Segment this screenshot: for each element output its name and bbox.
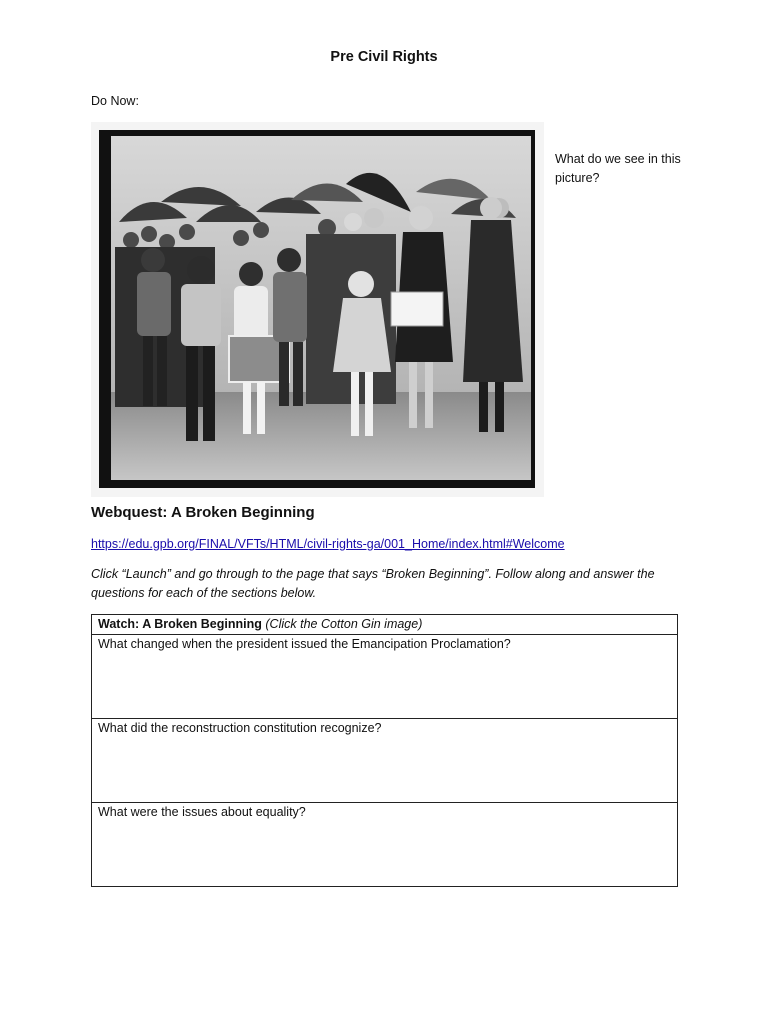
question-cell-3[interactable]: What were the issues about equality? (92, 803, 678, 887)
table-header-title: Watch: A Broken Beginning (98, 617, 262, 631)
question-cell-2[interactable]: What did the reconstruction constitution recognize? (92, 719, 678, 803)
table-header-note: (Click the Cotton Gin image) (265, 617, 423, 631)
webquest-heading: Webquest: A Broken Beginning (91, 504, 315, 521)
do-now-label: Do Now: (91, 94, 139, 108)
table-header-row (92, 615, 678, 635)
historical-photo (91, 122, 544, 497)
webquest-link[interactable]: https://edu.gpb.org/FINAL/VFTs/HTML/civil-rights-ga/001_Home/index.html#Welcome (91, 537, 565, 551)
table-header-cell (92, 615, 678, 635)
picture-question: What do we see in this picture? (555, 152, 681, 185)
webquest-instructions: Click “Launch” and go through to the page that says “Broken Beginning”. Follow along and answer the questions for each of the sections below. (91, 567, 655, 600)
table-row (92, 635, 678, 719)
page-title: Pre Civil Rights (330, 49, 438, 65)
photo-illustration (91, 122, 544, 497)
table-row (92, 803, 678, 887)
question-table (91, 614, 678, 887)
question-cell-1[interactable]: What changed when the president issued the Emancipation Proclamation? (92, 635, 678, 719)
table-row (92, 719, 678, 803)
